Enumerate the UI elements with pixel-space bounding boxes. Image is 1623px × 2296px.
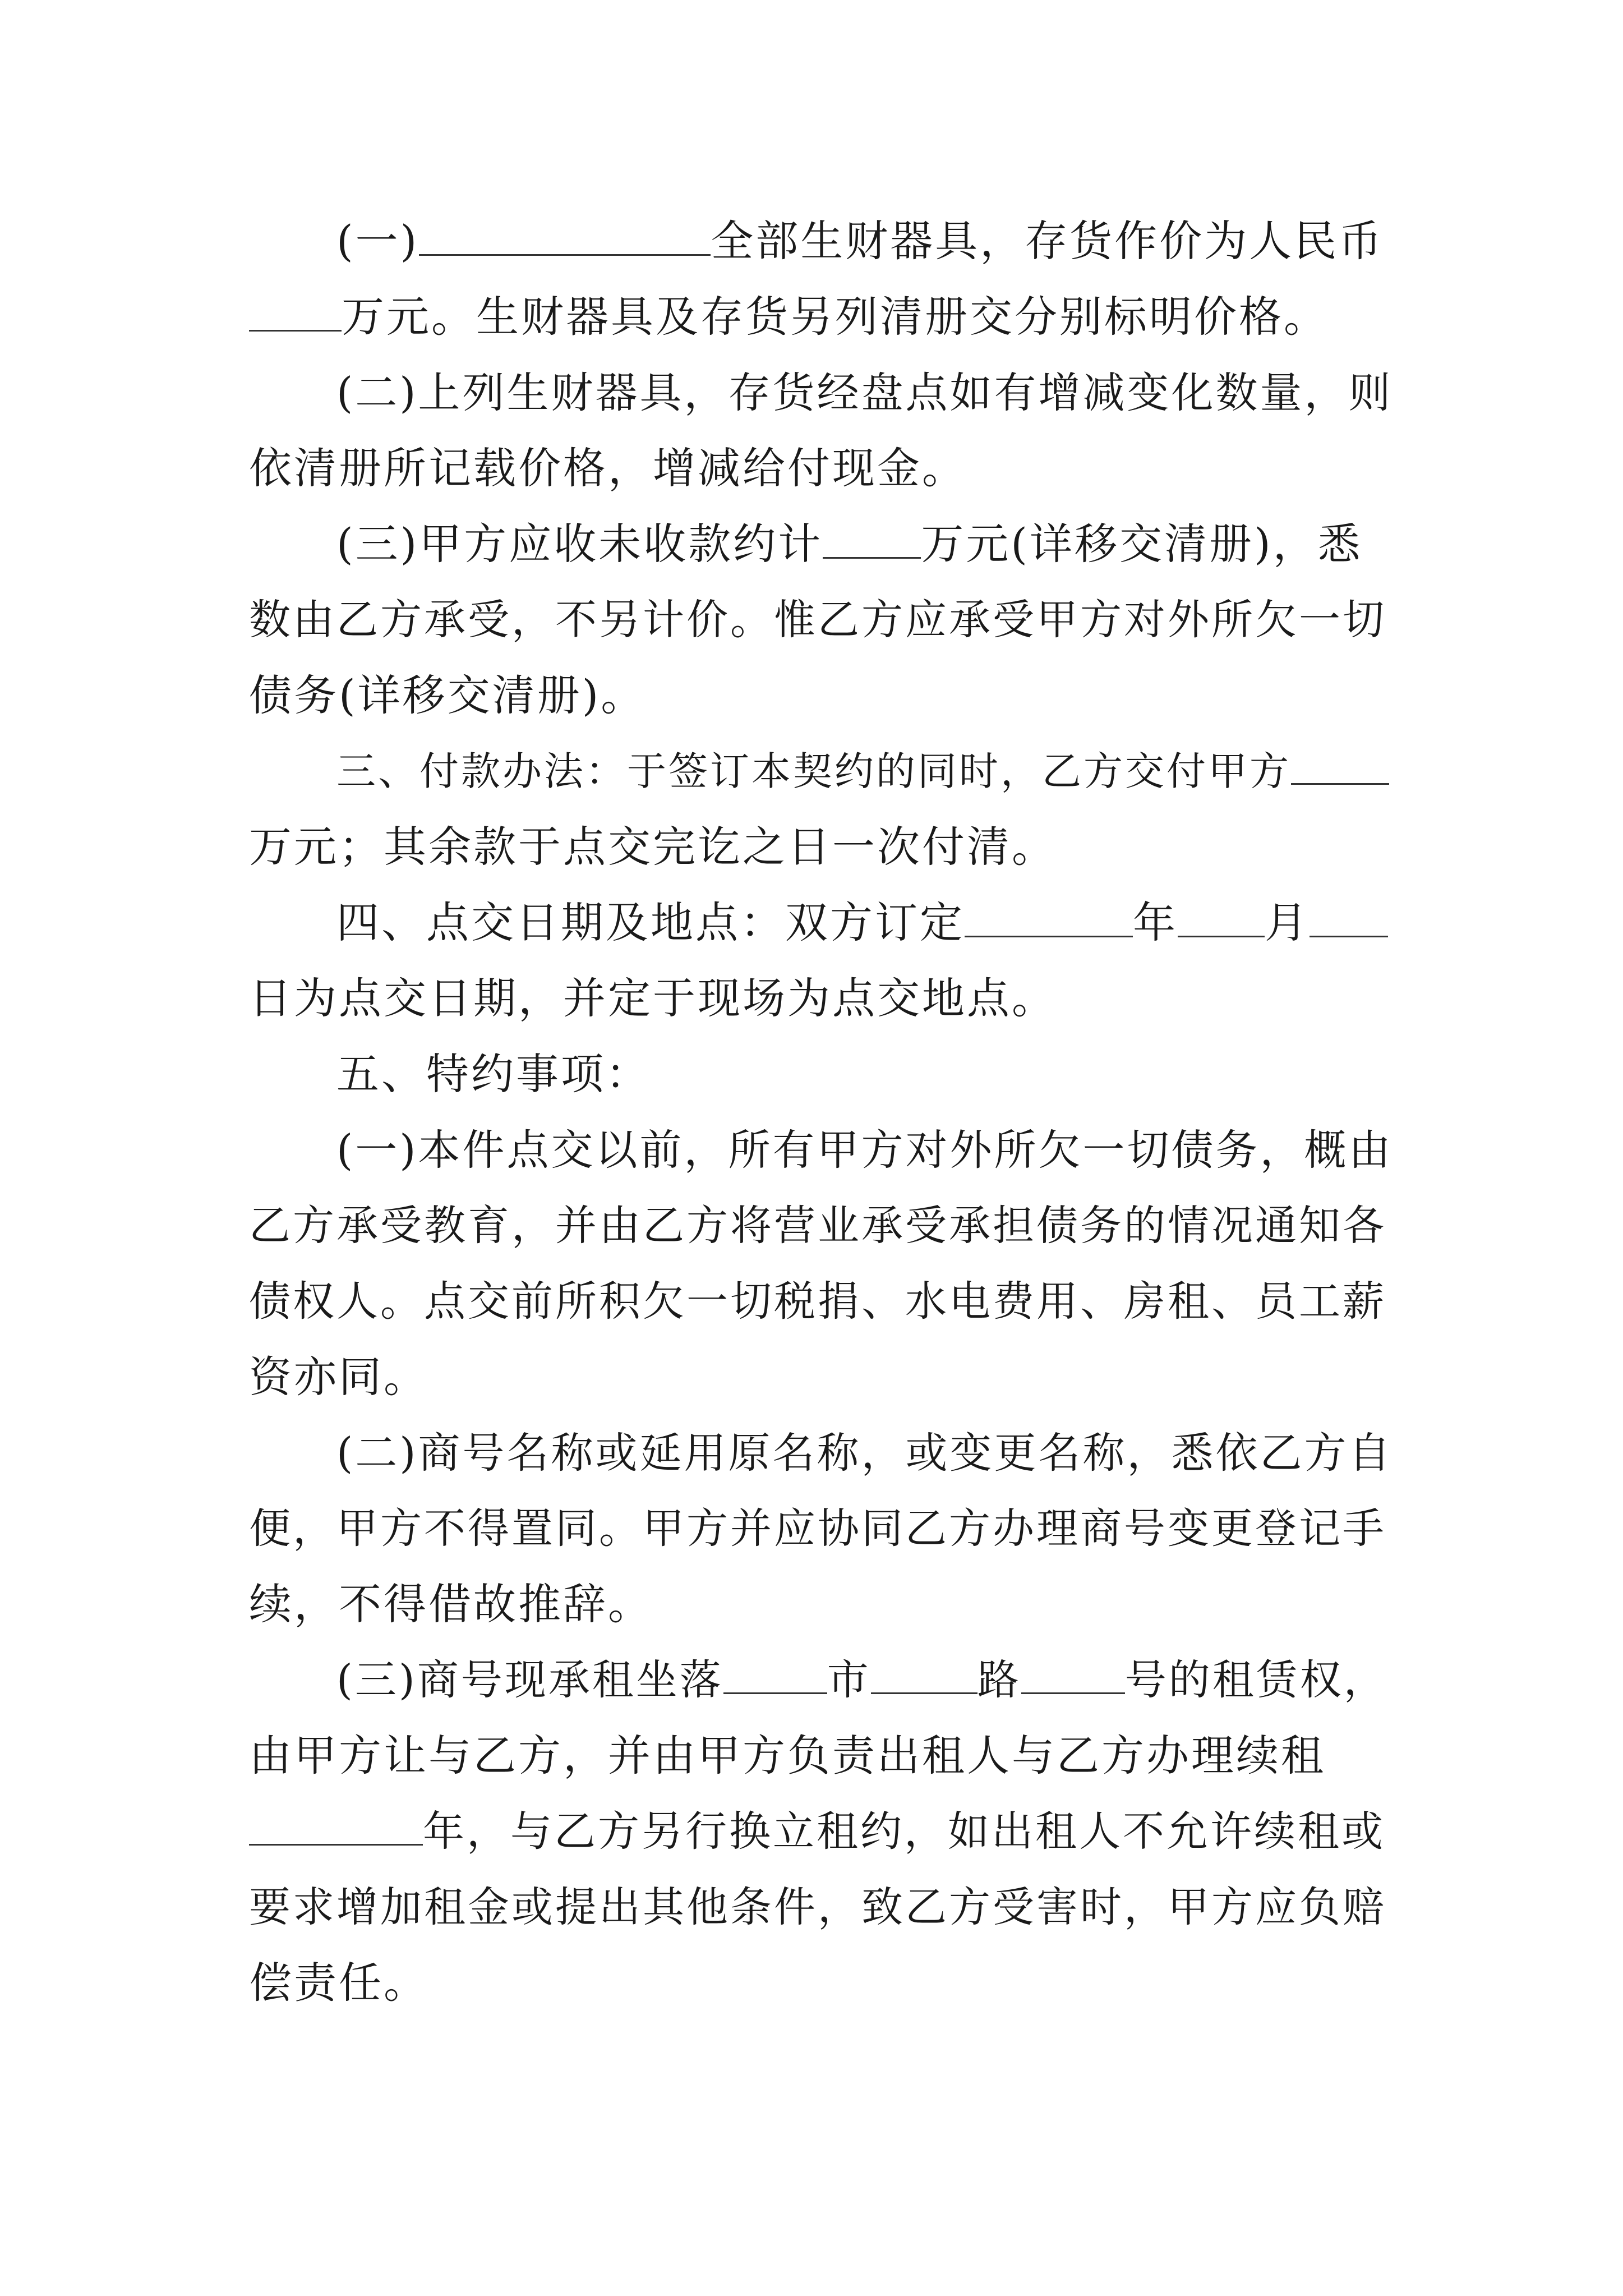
text-line: 五、特约事项：: [336, 1049, 651, 1099]
text-line: 资亦同。: [249, 1352, 428, 1402]
text-line: (三)商号现承租坐落 市 路 号的租赁权，: [336, 1652, 1393, 1708]
blank-field: [1291, 744, 1389, 785]
text-line: 年，与乙方另行换立租约，如出租人不允许续租或: [249, 1803, 1393, 1860]
blank-field: [965, 896, 1133, 937]
blank-field: [1310, 896, 1388, 937]
text-line: 由甲方让与乙方，并由甲方负责出租人与乙方办理续租: [249, 1731, 1326, 1780]
text-line: 便，甲方不得置同。甲方并应协同乙方办理商号变更登记手: [249, 1504, 1386, 1553]
text-line: 三、付款办法：于签订本契约的同时，乙方交付甲方: [336, 743, 1393, 799]
text-line: (二)上列生财器具，存货经盘点如有增减变化数量，则: [336, 368, 1393, 417]
blank-field: [1178, 896, 1265, 937]
text-line: (二)商号名称或延用原名称，或变更名称，悉依乙方自: [336, 1428, 1393, 1478]
text-line: 四、点交日期及地点：双方订定 年 月: [336, 895, 1393, 951]
blank-field: [249, 1805, 423, 1846]
text-line: 债务(详移交清册)。: [249, 670, 646, 720]
text-line: 万元；其余款于点交完讫之日一次付清。: [249, 822, 1057, 872]
blank-field: [723, 1653, 827, 1694]
blank-field: [419, 215, 711, 256]
blank-field: [823, 518, 921, 559]
text-line: 偿责任。: [249, 1958, 428, 2008]
blank-field: [871, 1653, 978, 1694]
text-line: 续，不得借故推辞。: [249, 1579, 653, 1629]
text-line: 万元。生财器具及存货另列清册交分别标明价格。: [249, 289, 1393, 345]
text-line: 要求增加租金或提出其他条件，致乙方受害时，甲方应负赔: [249, 1883, 1386, 1931]
text-line: (三)甲方应收未收款约计 万元(详移交清册)，悉: [336, 519, 1363, 569]
text-line: 债权人。点交前所积欠一切税捐、水电费用、房租、员工薪: [249, 1277, 1386, 1326]
text-line: 乙方承受教育，并由乙方将营业承受承担债务的情况通知各: [249, 1202, 1386, 1250]
text-line: 数由乙方承受，不另计价。惟乙方应承受甲方对外所欠一切: [249, 596, 1386, 644]
blank-field: [249, 291, 342, 332]
text-line: 依清册所记载价格，增减给付现金。: [249, 443, 967, 493]
blank-field: [1021, 1653, 1125, 1694]
text-line: (一)本件点交以前，所有甲方对外所欠一切债务，概由: [336, 1125, 1393, 1175]
text-line: 日为点交日期，并定于现场为点交地点。: [249, 973, 1057, 1023]
text-line: (一) 全部生财器具，存货作价为人民币: [336, 216, 1384, 266]
